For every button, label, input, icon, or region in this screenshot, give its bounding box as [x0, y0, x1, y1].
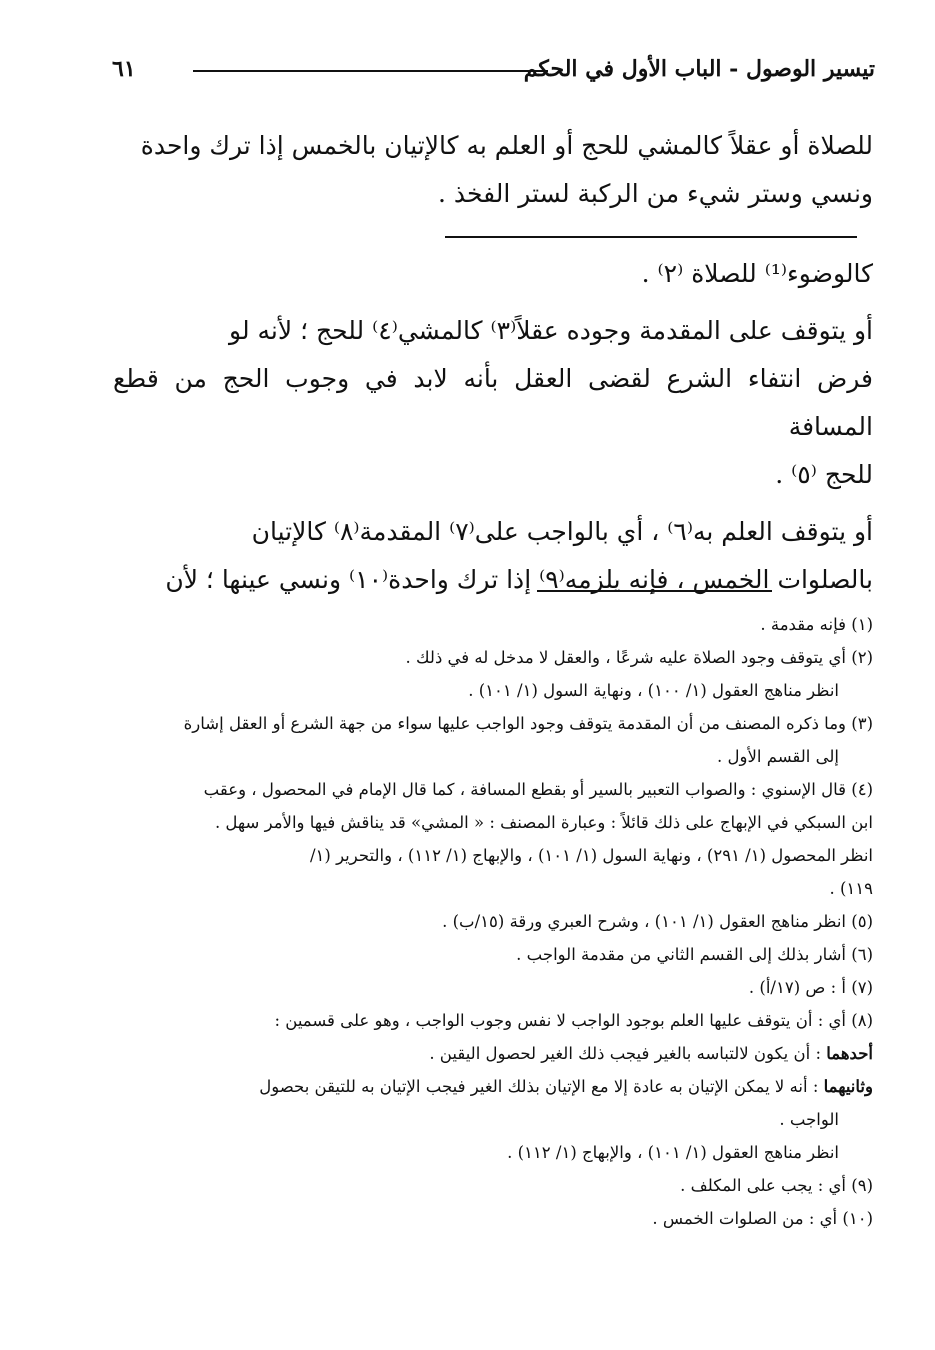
footnote-3	[108, 707, 873, 773]
footnote-4-line-3: انظر المحصول (١/ ٢٩١) ، ونهاية السول (١/ ١٠١) ، والإبهاج (١/ ١١٢) ، والتحرير (١/	[309, 846, 873, 865]
quoted-line-2: ونسي وستر شيء من الركبة لستر الفخذ .	[438, 179, 873, 208]
page-number: ٦١	[112, 56, 136, 82]
footnote-3-line-2: إلى القسم الأول .	[717, 747, 839, 766]
header-rule	[193, 70, 548, 72]
quoted-matn	[113, 122, 873, 218]
running-header-title: تيسير الوصول - الباب الأول في الحكم	[523, 56, 875, 82]
footnotes	[108, 608, 873, 1235]
footnote-7-text: (٧) أ : ص (١٧/أ) .	[748, 978, 873, 997]
footnote-8-line-4: الواجب .	[779, 1110, 839, 1129]
footnote-8-line-5: انظر مناهج العقول (١/ ١٠١) ، والإبهاج (١/ ١١٢) .	[507, 1143, 839, 1162]
footnote-9-text: (٩) أي : يجب على المكلف .	[680, 1176, 873, 1195]
footnote-6	[108, 938, 873, 971]
quoted-line-1: للصلاة أو عقلاً كالمشي للحج أو العلم به كالإتيان بالخمس إذا ترك واحدة	[140, 131, 873, 160]
commentary-body	[113, 250, 873, 613]
footnote-4-line-1: (٤) قال الإسنوي : والصواب التعبير بالسير أو بقطع المسافة ، كما قال الإمام في المحصول ، وعقب	[203, 780, 873, 799]
footnote-10-text: (١٠) أي : من الصلوات الخمس .	[652, 1209, 873, 1228]
footnote-2	[108, 641, 873, 707]
second-type-label: وثانيهما	[823, 1077, 873, 1096]
footnote-5-text: (٥) انظر مناهج العقول (١/ ١٠١) ، وشرح العبري ورقة (١٥/ب) .	[442, 912, 873, 931]
second-type-text: : أنه لا يمكن الإتيان به عادة إلا مع الإتيان بذلك الغير فيجب الإتيان به للتيقن بحصول	[259, 1077, 824, 1096]
footnote-1	[108, 608, 873, 641]
footnote-4-line-4: ١١٩) .	[829, 879, 873, 898]
body-paragraph-1: كالوضوء⁽¹⁾ للصلاة ⁽٢⁾ .	[641, 259, 873, 288]
footnote-5	[108, 905, 873, 938]
first-type-text: : أن يكون لالتباسه بالغير فيجب ذلك الغير لحصول اليقين .	[429, 1044, 827, 1063]
footnote-8	[108, 1004, 873, 1169]
footnote-6-text: (٦) أشار بذلك إلى القسم الثاني من مقدمة الواجب .	[516, 945, 873, 964]
footnote-9	[108, 1169, 873, 1202]
footnote-8-line-1: (٨) أي : أن يتوقف عليها العلم بوجود الواجب لا نفس وجوب الواجب ، وهو على قسمين :	[274, 1011, 873, 1030]
footnote-8-line-2	[108, 1037, 873, 1070]
footnote-3-line-1: (٣) وما ذكره المصنف من أن المقدمة يتوقف وجود الواجب عليها سواء من جهة الشرع أو العقل إشارة	[183, 714, 873, 733]
footnote-4	[108, 773, 873, 905]
footnote-2-line-2: انظر مناهج العقول (١/ ١٠٠) ، ونهاية السول (١/ ١٠١) .	[468, 681, 839, 700]
body-paragraph-3-line-2: بالصلوات الخمس ، فإنه يلزمه⁽٩⁾ إذا ترك واحدة⁽١٠⁾ ونسي عينها ؛ لأن	[165, 565, 873, 594]
footnote-4-line-2: ابن السبكي في الإبهاج على ذلك قائلاً : وعبارة المصنف : « المشي» قد يناقش فيها والأمر سهل .	[214, 813, 873, 832]
body-paragraph-2-line-2: فرض انتفاء الشرع لقضى العقل بأنه لابد في وجوب الحج من قطع المسافة	[113, 364, 873, 441]
body-paragraph-3-line-1: أو يتوقف العلم به⁽٦⁾ ، أي بالواجب على⁽٧⁾ المقدمة⁽٨⁾ كالإتيان	[251, 517, 873, 546]
body-paragraph-2-line-1: أو يتوقف على المقدمة وجوده عقلاً⁽٣⁾ كالمشي⁽٤⁾ للحج ؛ لأنه لو	[229, 316, 873, 345]
footnote-separator-rule	[537, 590, 772, 592]
body-paragraph-2-line-3: للحج ⁽٥⁾ .	[775, 460, 873, 489]
first-type-label: أحدهما	[826, 1044, 873, 1063]
footnote-1-text: (١) فإنه مقدمة .	[760, 615, 873, 634]
footnote-2-line-1: (٢) أي يتوقف وجود الصلاة عليه شرعًا ، والعقل لا مدخل له في ذلك .	[405, 648, 873, 667]
footnote-7	[108, 971, 873, 1004]
body-paragraph-2	[113, 307, 873, 499]
footnote-8-line-3	[108, 1070, 873, 1103]
quote-separator-rule	[445, 236, 857, 238]
footnote-10	[108, 1202, 873, 1235]
